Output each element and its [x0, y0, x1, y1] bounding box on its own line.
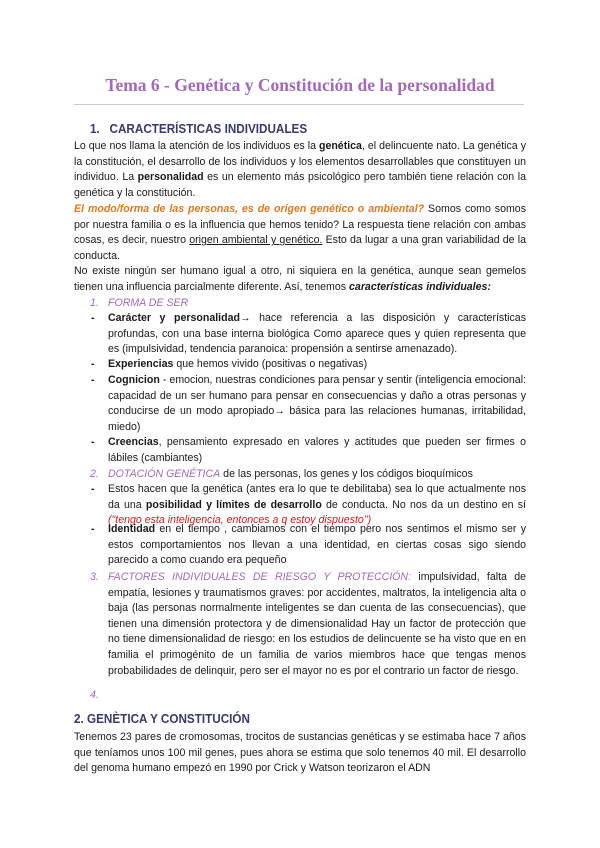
list-marker-4: 4.	[90, 689, 99, 701]
p2-underlined: origen ambiental y genético.	[189, 234, 323, 247]
p1-bold-personalidad: personalidad	[137, 171, 204, 184]
bullet-dash: -	[91, 374, 95, 386]
bullet-text: , pensamiento expresado en valores y actitudes que pueden ser firmes o lábiles (cambiantes)	[108, 436, 526, 464]
p2-question: El modo/forma de las personas, es de origen genético o ambiental?	[74, 203, 425, 215]
section-1-heading	[90, 121, 307, 137]
list-heading-1: FORMA DE SER	[108, 297, 189, 309]
section-2-heading: 2. GENÈTICA Y CONSTITUCIÓN	[74, 711, 250, 726]
bullet-experiencias	[108, 357, 526, 373]
bullet-text: → hace referencia a las disposición y características profundas, con una base interna biológica Como aparece ques y quien representa que es (impulsividad, tendencia paranoica: propensión a sentirse amenazado).	[108, 312, 526, 356]
bullet-dash: -	[91, 483, 95, 495]
p3-bold-italic: características individuales:	[349, 280, 491, 293]
list-marker-2: 2.	[90, 468, 99, 480]
bullet-bold: Identidad	[108, 523, 156, 535]
bullet-text: Estos hacen que la genética (antes era lo que te debilitaba) sea lo que actualmente nos da una	[108, 483, 526, 511]
bullet-bold: posibilidad y límites de desarrollo	[145, 498, 322, 511]
p1-text-a: Lo que nos llama la atención de los individuos es la	[74, 140, 319, 152]
p1-bold-genetica: genética	[318, 140, 362, 152]
list-marker-1: 1.	[90, 297, 99, 309]
p3-text-a: No existe ningún ser humano igual a otro, ni siquiera en la genética, aunque sean gemelos tienen una influencia parcialmente diferente. Así, tenemos	[74, 265, 526, 293]
bullet-creencias	[108, 435, 526, 466]
section-2-paragraph: Tenemos 23 pares de cromosomas, trocitos de sustancias genéticas y se estimaba hace 7 años que teníamos unos 100 mil genes, pues ahora se estima que solo tenemos 40 mil. El desarrollo del genoma humano empezó en 1990 por Crick y Watson teorizaron el ADN	[74, 731, 526, 775]
bullet-bold: Creencias	[108, 436, 159, 448]
p2-text-b: Esto da lugar a una gran variabilidad de la conducta.	[74, 234, 527, 262]
paragraph-3	[74, 264, 526, 295]
bullet-caracter	[108, 311, 526, 358]
list-rest-3: impulsividad, falta de empatía, lesiones y traumatismos graves: por accidentes, maltratos, la inteligencia alta o baja (las personas normalmente inteligentes se dan cuenta de las consecuencias), que tienen una dimensión protectora y de dimensionalidad Hay un factor de protección que no tiene dimensionalidad de riesgo: en los estudios de delincuente se ha visto que en en familia el primogénito de un familia de varios miembros hace que tengas menos probabilidades de delinquir, pero ser el mayor no es por el contrario un factor de riesgo.	[108, 571, 527, 677]
bullet-text: que hemos vivido (positivas o negativas)	[173, 358, 368, 370]
list-item-3	[108, 570, 526, 679]
bullet-dash: -	[91, 436, 95, 448]
bullet-bold: Cognicion	[108, 374, 160, 386]
bullet-dash: -	[91, 523, 95, 535]
list-marker-3: 3.	[90, 571, 99, 583]
bullet-dash: -	[91, 358, 95, 370]
page-title: Tema 6 - Genética y Constitución de la personalidad	[105, 75, 495, 95]
title-divider	[74, 104, 524, 105]
list-heading-2: DOTACIÓN GENÉTICA	[108, 468, 221, 480]
list-rest-2: de las personas, los genes y los códigos bioquímicos	[220, 468, 473, 480]
list-item-2	[108, 467, 526, 483]
p1-text-c: , el delincuente nato. La genética y la constitución, el desarrollo de los individuos y los elementos desarrollables que constituyen un individuo. La	[74, 140, 526, 184]
bullet-text-2: de conducta. No nos da un destino en sí	[321, 498, 526, 511]
bullet-bold: Experiencias	[108, 358, 174, 370]
bullet-identidad	[108, 522, 526, 569]
p1-text-e: es un elemento más psicológico pero también tiene relación con la genética y la constitución.	[74, 171, 527, 199]
paragraph-1	[74, 139, 526, 201]
p2-text-a: Somos como somos por nuestra familia o es la influencia que hemos tenido? La respuesta tiene relación con ambas cosas, es decir, nuestro	[74, 203, 526, 247]
paragraph-2	[74, 202, 526, 264]
bullet-text: en el tiempo , cambiamos con el tiempo pero nos sentimos el mismo ser y estos comportamientos nos llevan a una identidad, en ciertas cosas sigo siendo parecido a como cuando era pequeño	[108, 523, 526, 567]
bullet-text: - emocion, nuestras condiciones para pensar y sentir (inteligencia emocional: capacidad de un ser humano para pensar en consecuencias y daño a otras personas y conducirse de un modo apropiado→ básica para las relaciones humanas, irritabilidad, miedo)	[108, 374, 526, 433]
bullet-dash: -	[91, 312, 95, 324]
bullet-bold: Carácter y personalidad	[108, 312, 240, 324]
section-1-title: CARACTERÍSTICAS INDIVIDUALES	[109, 121, 308, 136]
list-heading-3: FACTORES INDIVIDUALES DE RIESGO Y PROTECCIÓN:	[108, 571, 412, 583]
section-1-number: 1.	[90, 121, 100, 136]
bullet-red-quote: ("tengo esta inteligencia, entonces a q estoy dispuesto")	[108, 514, 372, 527]
bullet-cognicion	[108, 373, 526, 435]
